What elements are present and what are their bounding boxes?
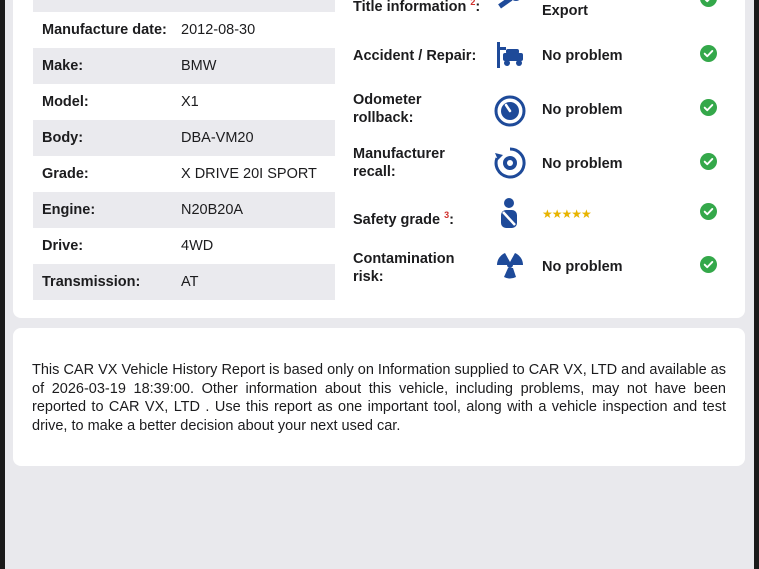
history-value: No problem <box>542 48 623 64</box>
spec-row-drive <box>33 228 335 264</box>
history-value: Export <box>542 3 588 19</box>
check-icon <box>700 99 717 116</box>
disclaimer-text: This CAR VX Vehicle History Report is based only on Information supplied to CAR VX, LTD and available as of 2026-03-19 18:39:00. Other information about this vehicle, including problems, may not have been reported to CAR VX, LTD . Use this report as one important tool, along with a vehicle inspection and test drive, to make a better decision about your next used car. <box>32 362 726 434</box>
spec-label: Transmission: <box>42 274 141 290</box>
spec-label: Make: <box>42 58 84 74</box>
history-label: Accident / Repair: <box>353 48 477 64</box>
history-value: No problem <box>542 259 623 275</box>
history-label: Safety grade $^3$: <box>353 210 454 228</box>
spec-value: BMW <box>181 58 217 74</box>
spec-row-model <box>33 84 335 120</box>
spec-label: Drive: <box>42 238 84 254</box>
history-label: Manufacturer recall: <box>353 146 445 180</box>
spec-value: AT <box>181 274 199 290</box>
disclaimer-card <box>13 328 745 466</box>
spec-row-body <box>33 120 335 156</box>
footnote-marker[interactable]: 2 <box>470 0 476 7</box>
radiation-icon <box>494 250 526 282</box>
spec-row-manufacture-date <box>33 12 335 48</box>
seatbelt-person-icon <box>494 197 526 229</box>
safety-stars: ★★★★★ <box>542 207 591 221</box>
history-label: Contamination risk: <box>353 251 455 285</box>
spec-row-make <box>33 48 335 84</box>
check-icon <box>700 45 717 62</box>
spec-label: Grade: <box>42 166 89 182</box>
spec-value: N20B20A <box>181 202 244 218</box>
history-value: No problem <box>542 102 623 118</box>
speedometer-icon <box>494 95 526 127</box>
history-value: No problem <box>542 156 623 172</box>
history-label: Odometer rollback: <box>353 92 422 126</box>
spec-row-partial <box>33 0 335 12</box>
screen-edge-right <box>754 0 759 569</box>
spec-table <box>33 0 335 300</box>
spec-value: 4WD <box>181 238 214 254</box>
footnote-marker[interactable]: 3 <box>444 210 450 220</box>
car-lift-icon <box>494 39 526 71</box>
spec-value: 2012-08-30 <box>181 22 256 38</box>
spec-label: Manufacture date: <box>42 22 167 38</box>
spec-value: DBA-VM20 <box>181 130 254 146</box>
spec-row-grade <box>33 156 335 192</box>
spec-label: Engine: <box>42 202 96 218</box>
spec-value: X DRIVE 20I SPORT <box>181 166 317 182</box>
check-icon <box>700 0 717 7</box>
history-label: Title information $^2$: <box>353 0 480 16</box>
spec-row-engine <box>33 192 335 228</box>
check-icon <box>700 203 717 220</box>
screen-edge-left <box>0 0 5 569</box>
gear-cycle-icon <box>494 147 526 179</box>
key-icon <box>494 0 526 18</box>
check-icon <box>700 153 717 170</box>
spec-row-transmission <box>33 264 335 300</box>
check-icon <box>700 256 717 273</box>
vehicle-report-card <box>13 0 745 318</box>
spec-value: X1 <box>181 94 199 110</box>
spec-label: Body: <box>42 130 84 146</box>
spec-label: Model: <box>42 94 89 110</box>
